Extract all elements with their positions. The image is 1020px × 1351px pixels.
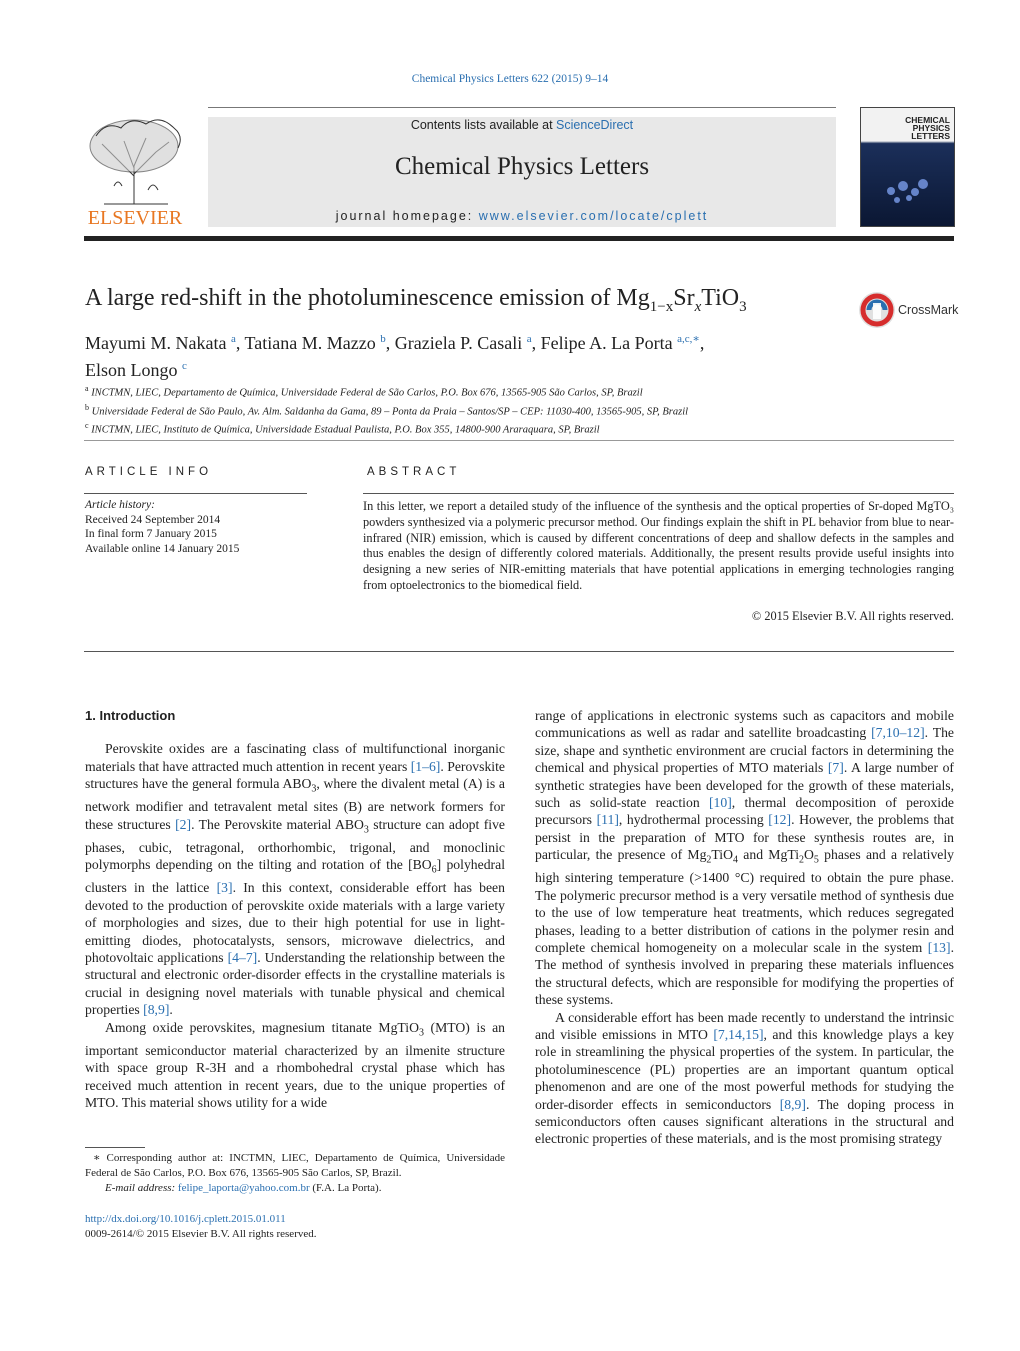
- subscript: 6: [431, 865, 437, 877]
- subscript: 3: [311, 783, 317, 795]
- issn-copyright: 0009-2614/© 2015 Elsevier B.V. All rights reserved.: [85, 1228, 317, 1240]
- text-run: , hydrothermal processing: [618, 812, 769, 828]
- crossmark-icon: [858, 291, 896, 329]
- article-history: [85, 498, 239, 556]
- text-run: phases and a relatively high sintering temperature (>1400 °C) required to obtain the pure phase. The polymeric precursor method is a very versatile method of synthesis due to the use of low temperature heat treatments, which reduces segregated phases, leading to a better distribution of cations in the polymer resin and complete chemical homogeneity on a molecular scale in the system: [535, 847, 955, 956]
- author-affil-sup[interactable]: a,c,∗: [677, 333, 700, 345]
- author-3[interactable]: [395, 333, 541, 353]
- affil-text: INCTMN, LIEC, Instituto de Química, Universidade Estadual Paulista, P.O. Box 355, 14800-900 Araraquara, SP, Brazil: [91, 424, 600, 436]
- crossmark-label: CrossMark: [898, 303, 959, 317]
- author-affil-sup[interactable]: a: [526, 333, 532, 345]
- author-name: Tatiana M. Mazzo: [244, 333, 376, 353]
- history-label: Article history:: [85, 499, 155, 511]
- header-top-rule: [208, 107, 836, 108]
- text-run: . A large number of synthetic strategies have been developed for the growth of these materials, such as solid-state reaction: [535, 760, 954, 811]
- text-run: O: [804, 847, 814, 863]
- text-run: (MTO) is an important semiconductor material characterized by an ilmenite structure with space group R-3H and a rhombohedral crystal phase which has received much attention in recent years, due to the unique properties of MTO. This material shows utility for a wide: [85, 1019, 506, 1111]
- text-run: . The size, shape and synthetic environment are crucial factors in determining the chemical and physical properties of MTO materials: [535, 725, 954, 776]
- doi-link[interactable]: http://dx.doi.org/10.1016/j.cplett.2015.01.011: [85, 1213, 286, 1225]
- text-run: A considerable effort has been made recently to understand the intrinsic and visible emissions in MTO: [535, 1009, 954, 1043]
- footnote-text: ∗ Corresponding author at: INCTMN, LIEC, Departamento de Química, Universidade Federal de São Carlos, P.O. Box 676, 13565-905 São Carlos, SP, Brazil.: [85, 1152, 505, 1179]
- text-run: Perovskite oxides are a fascinating class of multifunctional inorganic materials that have attracted much attention in recent years: [85, 741, 505, 774]
- crossmark-badge[interactable]: [858, 291, 958, 331]
- text-run: Among oxide perovskites, magnesium titanate MgTiO: [105, 1019, 419, 1035]
- reference-link[interactable]: [8,9]: [143, 1002, 170, 1018]
- history-final-form: In final form 7 January 2015: [85, 528, 217, 540]
- author-2[interactable]: [245, 333, 395, 353]
- text-run: and MgTi: [738, 847, 800, 863]
- author-sep: ,: [235, 333, 245, 353]
- title-text-mid: Sr: [673, 285, 695, 311]
- author-sep: ,: [699, 333, 705, 353]
- text-run: ] polyhedral clusters in the lattice: [85, 857, 505, 896]
- abstract-heading: ABSTRACT: [367, 466, 461, 478]
- elsevier-wordmark: ELSEVIER: [87, 207, 183, 228]
- journal-homepage: [208, 209, 836, 223]
- abstract-copyright: © 2015 Elsevier B.V. All rights reserved.: [751, 609, 954, 623]
- affil-text: INCTMN, LIEC, Departamento de Química, Universidade Federal de São Carlos, P.O. Box 676, 13565-905 São Carlos, SP, Brazil: [91, 387, 643, 399]
- subscript: 5: [813, 854, 819, 866]
- reference-link[interactable]: [2]: [175, 816, 192, 832]
- journal-cover-thumbnail[interactable]: [860, 107, 955, 227]
- cover-title: CHEMICAL PHYSICS LETTERS: [905, 115, 950, 141]
- title-sub-2: x: [694, 298, 702, 315]
- text-run: TiO: [711, 847, 733, 863]
- subscript: 2: [799, 854, 805, 866]
- text-run: structure can adopt five phases, cubic, tetragonal, orthorhombic, trigonal, and monoclinic polymorphs depending on the tilting and rotation of the [BO: [85, 816, 505, 873]
- text-run: . However, the problems that persist in the preparation of MTO for these synthesis routes are, in particular, the presence of Mg: [535, 812, 954, 863]
- text-run: . In this context, considerable effort has been devoted to the production of perovskite oxide materials with a large variety of morphologies and sizes, due to their high potential for use in light-emitting diodes, photocatalysts, sensors, microwave dielectrics, and photovoltaic applications: [85, 880, 505, 966]
- text-run: range of applications in electronic systems such as capacitors and mobile communications as well as radar and satellite broadcasting: [535, 708, 954, 741]
- contents-prefix: Contents lists available at: [410, 118, 557, 132]
- affiliation-a: [85, 382, 945, 401]
- reference-link[interactable]: [7,14,15]: [713, 1027, 764, 1043]
- text-run: . Perovskite structures have the general formula ABO: [85, 758, 505, 792]
- reference-link[interactable]: [7]: [827, 760, 844, 776]
- reference-link[interactable]: [7,10–12]: [871, 725, 925, 741]
- elsevier-tree-icon: [84, 116, 187, 228]
- text-run: . Understanding the relationship between the structural and electronic order-disorder effects in the crystalline materials is crucial in designing novel materials with tunable physical and chemical properties: [85, 950, 505, 1018]
- author-affil-sup[interactable]: c: [182, 360, 187, 372]
- text-run: . The Perovskite material ABO: [191, 816, 364, 832]
- author-4[interactable]: [541, 333, 705, 353]
- author-name: Mayumi M. Nakata: [85, 333, 227, 353]
- reference-link[interactable]: [11]: [596, 812, 619, 828]
- sciencedirect-link[interactable]: ScienceDirect: [556, 118, 634, 132]
- abstract-text: In this letter, we report a detailed study of the influence of the synthesis and the optical properties of Sr-doped MgTO₃ powders synthesized via a polymeric precursor method. Our findings explain the shift in PL behavior from blue to near-infrared (NIR) emission, which is caused by different concentrations of deep and shallow defects in the samples and thus enables the design of differently colored materials. Additionally, the present results provide useful insights into designing a new series of NIR-emitting materials that have potential applications in emerging technologies ranging from optoelectronics to the biomedical field.: [363, 499, 954, 592]
- journal-citation[interactable]: Chemical Physics Letters 622 (2015) 9–14: [411, 73, 609, 85]
- affil-sup: c: [85, 421, 89, 430]
- elsevier-logo: [84, 116, 187, 228]
- reference-link[interactable]: [12]: [768, 812, 792, 828]
- affil-text: Universidade Federal de São Paulo, Av. Alm. Saldanha da Gama, 89 – Ponta da Praia – Santos/SP – CEP: 11030-400, 13565-905, SP, Brazil: [91, 406, 689, 417]
- article-info-heading: ARTICLE INFO: [85, 466, 213, 478]
- body-column-right: [535, 707, 954, 1148]
- reference-link[interactable]: [8,9]: [779, 1096, 806, 1112]
- text-run: . The doping process in semiconductors often causes significant alterations in the structural and electronic properties of these materials, and is the most promising strategy: [535, 1096, 955, 1147]
- author-affil-sup[interactable]: b: [380, 333, 386, 345]
- email-link[interactable]: felipe_laporta@yahoo.com.br: [177, 1182, 310, 1194]
- author-name: Felipe A. La Porta: [540, 333, 673, 353]
- affil-sup: a: [85, 384, 89, 393]
- subscript: 2: [706, 854, 712, 866]
- author-1[interactable]: [85, 333, 245, 353]
- reference-link[interactable]: [4–7]: [227, 950, 258, 966]
- body-column-left: [85, 707, 505, 1111]
- title-sub-3: 3: [739, 298, 747, 315]
- subscript: 3: [419, 1027, 424, 1039]
- text-run: . The method of synthesis involved in preparing these materials influences the structural defects, which are responsible for modifying the properties of these systems.: [535, 940, 954, 1008]
- paragraph: [85, 740, 505, 1018]
- affil-sup: b: [85, 402, 89, 412]
- reference-link[interactable]: [10]: [708, 795, 732, 811]
- section-heading: 1. Introduction: [85, 708, 176, 723]
- history-online: Available online 14 January 2015: [85, 542, 240, 555]
- author-name: Graziela P. Casali: [394, 333, 523, 353]
- paragraph: [535, 1009, 954, 1148]
- title-sub-1: 1−x: [649, 298, 674, 315]
- reference-link[interactable]: [1–6]: [410, 758, 441, 774]
- corresponding-author-footnote: [85, 1151, 505, 1196]
- affiliation-b: [85, 401, 945, 420]
- title-text: A large red-shift in the photoluminescence emission of Mg: [85, 285, 650, 311]
- homepage-prefix: journal homepage:: [335, 209, 479, 223]
- text-run: , where the divalent metal (A) is a network modifier and tetravalent metal sites (B) are network formers for these structures: [85, 776, 505, 832]
- author-name: Elson Longo: [85, 360, 178, 380]
- subscript: 3: [363, 824, 369, 836]
- affiliations: [85, 382, 945, 438]
- header-thick-rule: [84, 236, 954, 241]
- author-list: [85, 328, 845, 382]
- divider: [84, 440, 954, 441]
- text-run: , thermal decomposition of peroxide precursors: [535, 795, 954, 828]
- footnote-rule: [85, 1147, 145, 1148]
- paragraph: [535, 707, 954, 1009]
- divider: [84, 493, 307, 494]
- footnote-email-line: [85, 1181, 505, 1196]
- homepage-link[interactable]: www.elsevier.com/locate/cplett: [478, 209, 709, 223]
- divider: [363, 493, 954, 494]
- author-affil-sup[interactable]: a: [230, 333, 236, 345]
- paragraph: [85, 1019, 505, 1112]
- author-sep: ,: [385, 333, 395, 353]
- text-run: , and this knowledge plays a key role in streamlining the physical properties of the system. In particular, the photoluminescence (PL) properties are an important quantum optical phenomenon and are one of the most powerful methods for studying the order-disorder effects in semiconductors: [535, 1027, 954, 1112]
- contents-availability: [208, 118, 836, 132]
- email-suffix: (F.A. La Porta).: [309, 1182, 382, 1194]
- divider: [84, 651, 954, 652]
- author-5[interactable]: [85, 360, 187, 380]
- article-title: [85, 285, 747, 316]
- text-run: .: [169, 1002, 173, 1018]
- title-text-post: TiO: [701, 285, 740, 311]
- doi-block: [85, 1212, 317, 1242]
- reference-link[interactable]: [13]: [927, 940, 951, 956]
- subscript: 4: [733, 854, 738, 866]
- author-sep: ,: [531, 333, 541, 353]
- email-label: E-mail address:: [105, 1182, 178, 1194]
- reference-link[interactable]: [3]: [216, 880, 233, 896]
- cover-molecule-icon: [861, 146, 954, 226]
- journal-banner: [208, 117, 836, 227]
- history-received: Received 24 September 2014: [85, 513, 221, 526]
- journal-title: Chemical Physics Letters: [394, 153, 650, 180]
- affiliation-c: [85, 419, 945, 438]
